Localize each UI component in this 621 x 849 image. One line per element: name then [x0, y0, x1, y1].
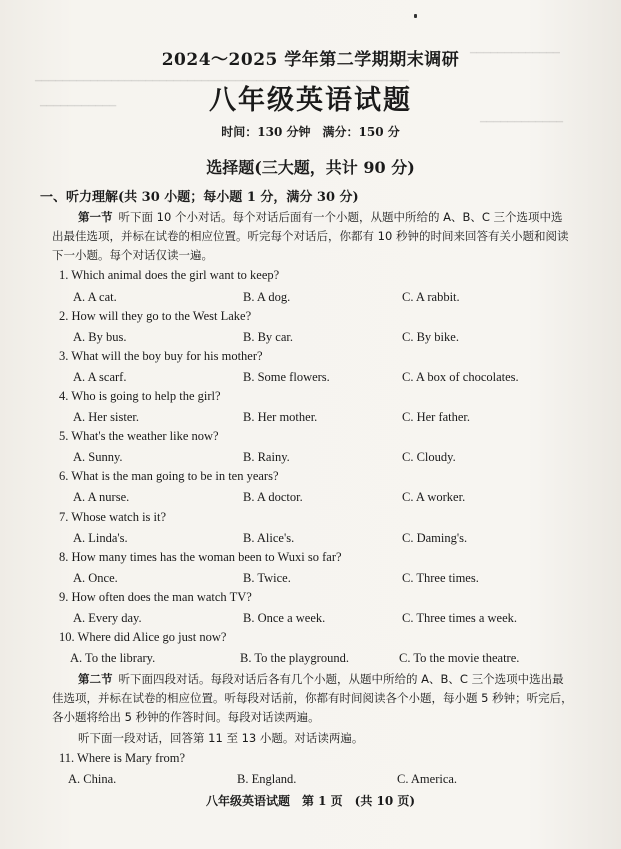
option-c: C. Daming's. [402, 531, 468, 545]
option-a: A. A cat. [73, 290, 117, 304]
option-a: A. By bus. [73, 330, 127, 344]
option-b: B. A dog. [243, 290, 291, 304]
option-c: C. Cloudy. [402, 450, 456, 464]
question-4: 4. Who is going to help the girl? [59, 389, 221, 403]
option-c: C. Three times. [402, 571, 479, 585]
section2-instructions [52, 670, 574, 727]
section-heading: 选择题(三大题，共计 90 分) [206, 158, 415, 177]
option-c: C. A box of chocolates. [402, 370, 519, 384]
option-a: A. Her sister. [73, 410, 139, 424]
question-5: 5. What's the weather like now? [59, 429, 219, 443]
exam-time-score: 时间：130 分钟 满分：150 分 [221, 125, 400, 139]
question-1: 1. Which animal does the girl want to keep? [59, 268, 280, 282]
section1-text: 听下面 10 个小对话。每个对话后面有一个小题，从题中所给的 A、B、C 三个选项中选出最佳选项，并标在试卷的相应位置。听完每个对话后，你都有 10 秒钟的时间来回答有关小题和阅读下一小题。每个对话仅读一遍。 [52, 210, 569, 262]
option-a: A. Linda's. [73, 531, 128, 545]
option-a: A. Sunny. [73, 450, 123, 464]
option-a: A. To the library. [70, 651, 156, 665]
section2-label: 第二节 [78, 672, 113, 686]
section1-instructions [52, 208, 574, 265]
question-3: 3. What will the boy buy for his mother? [59, 349, 263, 363]
bleed-through: ▁▁▁▁▁▁▁▁▁▁▁ [40, 97, 117, 107]
section1-label: 第一节 [78, 210, 113, 224]
option-b: B. Once a week. [243, 611, 326, 625]
option-b: B. A doctor. [243, 490, 303, 504]
option-c: C. Three times a week. [402, 611, 518, 625]
option-b: B. To the playground. [240, 651, 349, 665]
option-c: C. Her father. [402, 410, 471, 424]
question-10: 10. Where did Alice go just now? [59, 630, 227, 644]
question-11: 11. Where is Mary from? [59, 751, 186, 765]
question-6: 6. What is the man going to be in ten years? [59, 469, 279, 483]
option-b: B. Rainy. [243, 450, 290, 464]
option-b: B. By car. [243, 330, 293, 344]
option-c: C. A rabbit. [402, 290, 460, 304]
exam-subject-title: 八年级英语试题 [209, 85, 412, 116]
ink-mark [414, 14, 417, 18]
option-c: C. A worker. [402, 490, 466, 504]
bleed-through: ▁▁▁▁▁▁▁▁▁▁▁▁▁ [470, 44, 560, 54]
bleed-through: ▁▁▁▁▁▁▁▁▁▁▁▁▁▁▁▁▁▁▁▁▁▁▁▁▁▁▁▁▁▁▁▁▁▁▁▁▁▁▁▁▁▁▁▁▁▁▁▁▁▁▁▁▁▁ [35, 72, 409, 82]
option-a: A. A nurse. [73, 490, 130, 504]
option-a: A. Once. [73, 571, 118, 585]
question-9: 9. How often does the man watch TV? [59, 590, 252, 604]
section2-text: 听下面四段对话。每段对话后各有几个小题，从题中所给的 A、B、C 三个选项中选出最佳选项，并标在试卷的相应位置。听每段对话前，你都有时间阅读各个小题，每小题 5 秒钟；听完后，各小题将给出 5 秒钟的作答时间。每段对话读两遍。 [52, 672, 573, 724]
option-c: C. By bike. [402, 330, 459, 344]
option-b: B. Her mother. [243, 410, 318, 424]
option-b: B. Alice's. [243, 531, 295, 545]
bleed-through: ▁▁▁▁▁▁▁▁▁▁▁▁ [480, 113, 564, 123]
dialogue-note: 听下面一段对话，回答第 11 至 13 小题。对话读两遍。 [78, 731, 364, 745]
option-a: A. China. [68, 772, 117, 786]
option-a: A. Every day. [73, 611, 142, 625]
option-b: B. England. [237, 772, 297, 786]
exam-term-title: 2024～2025 学年第二学期期末调研 [161, 50, 460, 70]
option-b: B. Some flowers. [243, 370, 330, 384]
page-footer: 八年级英语试题 第 1 页 (共 10 页) [205, 794, 416, 808]
question-2: 2. How will they go to the West Lake? [59, 309, 252, 323]
option-a: A. A scarf. [73, 370, 127, 384]
option-c: C. America. [397, 772, 458, 786]
question-8: 8. How many times has the woman been to Wuxi so far? [59, 550, 342, 564]
part-heading: 一、听力理解(共 30 小题；每小题 1 分，满分 30 分) [40, 190, 359, 205]
question-7: 7. Whose watch is it? [59, 510, 167, 524]
option-c: C. To the movie theatre. [399, 651, 520, 665]
option-b: B. Twice. [243, 571, 291, 585]
